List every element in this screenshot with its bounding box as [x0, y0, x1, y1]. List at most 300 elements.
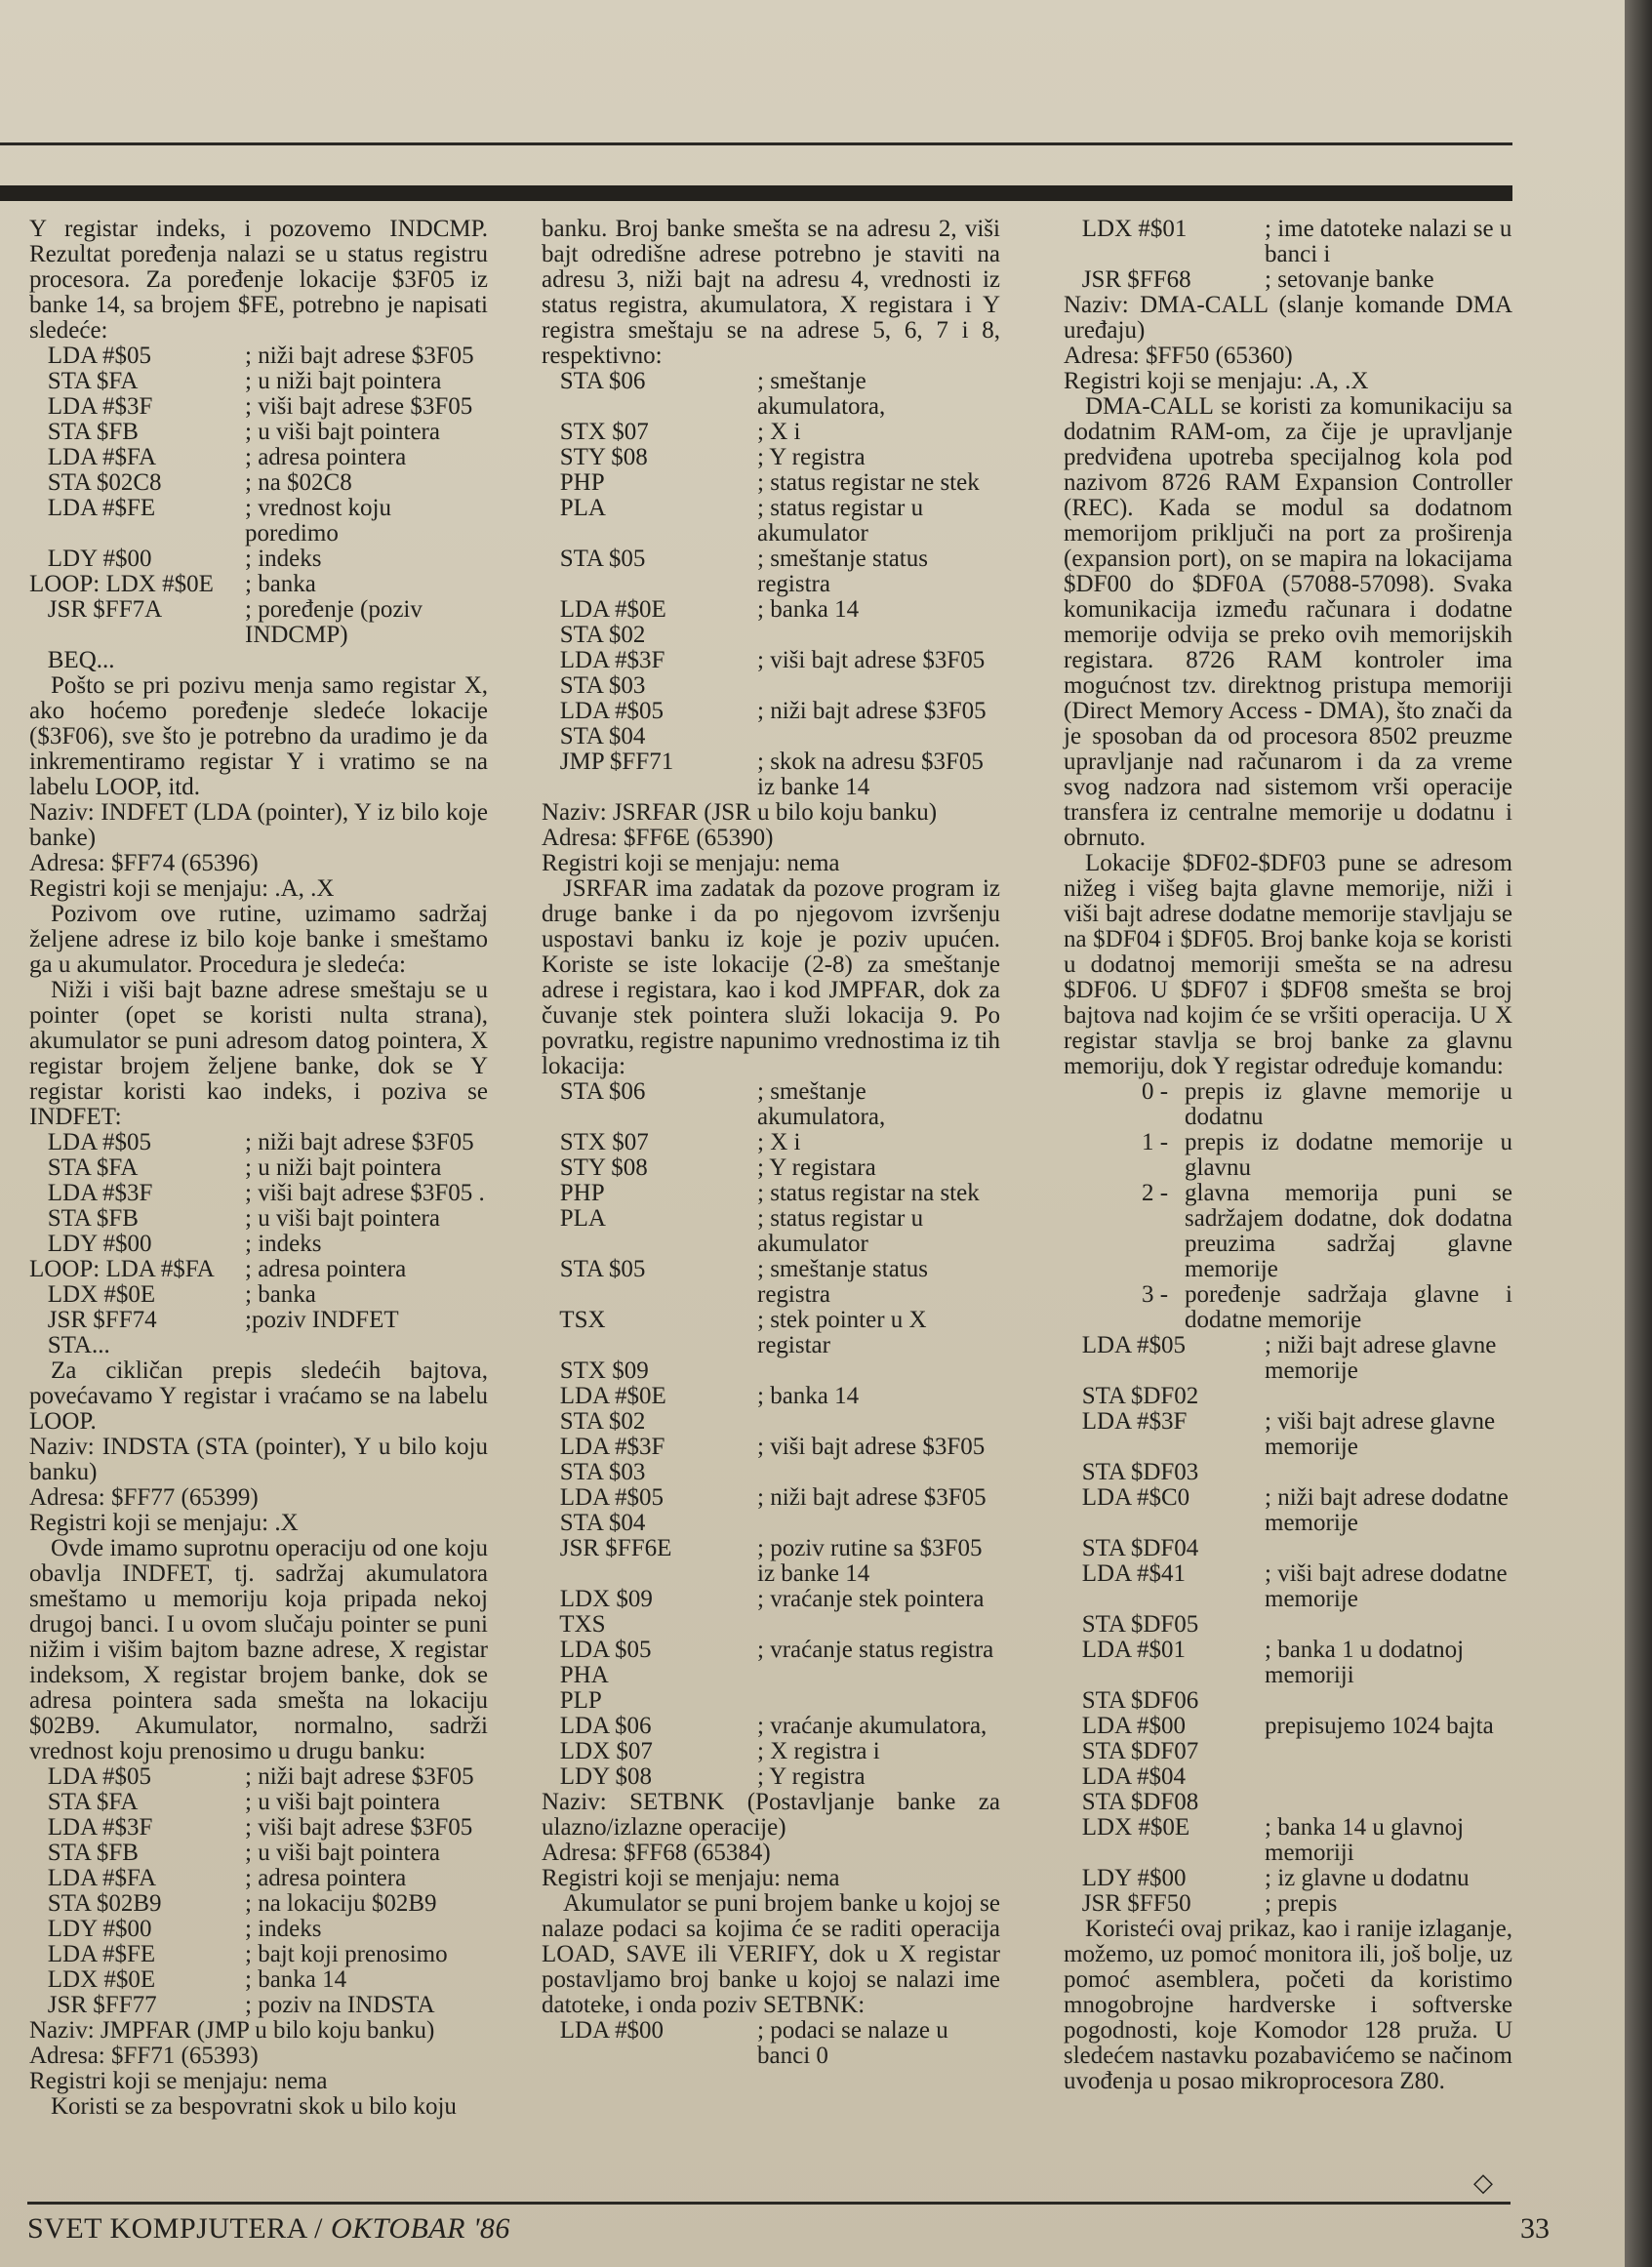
code-line — [1064, 1688, 1512, 1714]
routine-name: Naziv: JMPFAR (JMP u bilo koju banku) — [29, 2017, 435, 2044]
code-line — [542, 1536, 1000, 1587]
command-text: prepis iz dodatne memorije u glavnu — [1185, 1129, 1512, 1181]
code-comment: ; vraćanje stek pointera — [757, 1586, 985, 1612]
code-instruction: PLP — [542, 1687, 602, 1714]
code-instruction: LDA #$3F — [542, 647, 665, 673]
code-comment: ; banka — [245, 1281, 316, 1308]
routine-address: Adresa: $FF77 (65399) — [29, 1484, 259, 1511]
code-comment — [1259, 1460, 1512, 1485]
code-line — [1064, 1460, 1512, 1485]
code-comment: ; setovanje banke — [1265, 266, 1434, 293]
code-instruction: STA $FB — [29, 419, 139, 445]
code-comment: ; poziv rutine sa $3F05 iz banke 14 — [757, 1535, 983, 1587]
code-comment — [751, 1358, 1000, 1384]
code-line — [29, 445, 488, 470]
code-comment: ; status registar u akumulator — [757, 1205, 924, 1257]
code-comment: ; viši bajt adrese $3F05 . — [245, 1180, 485, 1206]
code-comment — [1259, 1612, 1512, 1638]
header-rule-thick — [0, 185, 1512, 201]
code-comment: ; u viši bajt pointera — [245, 419, 440, 445]
code-line — [1064, 1384, 1512, 1409]
code-instruction: STY $08 — [542, 1154, 648, 1181]
page-number: 33 — [1520, 2212, 1550, 2245]
end-mark-icon: ◇ — [1473, 2168, 1493, 2197]
code-line — [29, 1333, 488, 1358]
code-block-7 — [1064, 217, 1512, 293]
code-comment — [751, 623, 1000, 648]
command-item — [1142, 1079, 1512, 1130]
code-instruction: LDX #$0E — [29, 1281, 156, 1308]
code-instruction: STA $FA — [29, 1789, 139, 1815]
code-comment: ; banka 14 u glavnoj memoriji — [1265, 1814, 1465, 1866]
code-line — [1064, 1638, 1512, 1688]
paragraph: Lokacije $DF02-$DF03 pune se adresom nižeg i višeg bajta glavne memorije, niži i viši bajt adrese dodatne memorije stavljaju se na $DF04 i $DF05. Broj banke koja se koristi u dodatnoj memoriji smešta se na adresu $DF06. U $DF07 i $DF08 smešta se broj bajtova nad kojim će se vršiti operacija. U X registar stavlja se broj banke za glavnu memoriju, dok Y registar određuje komandu: — [1064, 850, 1512, 1079]
code-line — [29, 572, 488, 597]
code-instruction: STA $06 — [542, 1078, 646, 1105]
code-line — [29, 1257, 488, 1282]
code-instruction: STX $09 — [542, 1357, 649, 1384]
code-line — [542, 673, 1000, 699]
code-comment — [1259, 1764, 1512, 1790]
code-comment: ; viši bajt adrese $3F05 — [757, 1434, 986, 1460]
code-line — [29, 1993, 488, 2018]
code-line — [1064, 1333, 1512, 1384]
code-instruction: LDA #$05 — [542, 1484, 664, 1511]
routine-registers: Registri koji se menjaju: nema — [29, 2068, 328, 2094]
code-comment: ; poređenje (poziv INDCMP) — [245, 596, 423, 648]
code-comment: ; adresa pointera — [245, 1865, 407, 1891]
code-instruction: PHA — [542, 1662, 609, 1688]
code-instruction: STA $03 — [542, 672, 646, 699]
code-comment — [751, 1688, 1000, 1714]
code-instruction: STA $DF08 — [1064, 1789, 1199, 1815]
code-line — [29, 420, 488, 445]
code-line — [542, 496, 1000, 547]
code-instruction: LDA #$05 — [29, 1763, 151, 1790]
code-instruction: LDA #$3F — [29, 393, 153, 420]
code-comment: ; X registra i — [757, 1738, 880, 1764]
code-comment: ; indeks — [245, 1231, 322, 1257]
code-instruction: STA $DF04 — [1064, 1535, 1199, 1561]
code-instruction: STA $DF07 — [1064, 1738, 1199, 1764]
code-comment: ; Y registra — [757, 444, 866, 470]
code-instruction: STA $DF02 — [1064, 1383, 1199, 1409]
code-block-3 — [29, 1764, 488, 2018]
code-instruction: LDA #$05 — [542, 698, 664, 724]
code-block-2 — [29, 1130, 488, 1358]
code-instruction: STA $02 — [542, 622, 646, 648]
code-line — [542, 369, 1000, 420]
code-comment — [1259, 1536, 1512, 1561]
code-instruction: STA $02 — [542, 1408, 646, 1435]
code-line — [1064, 217, 1512, 267]
code-line — [542, 1181, 1000, 1206]
code-comment: ; viši bajt adrese glavne memorije — [1265, 1408, 1496, 1460]
code-comment: ; banka — [245, 571, 316, 597]
routine-address: Adresa: $FF74 (65396) — [29, 850, 259, 876]
code-line — [1064, 1739, 1512, 1764]
command-item — [1142, 1181, 1512, 1282]
code-comment — [751, 1409, 1000, 1435]
code-comment: ; vraćanje akumulatora, — [757, 1713, 987, 1739]
code-comment: ; banka 14 — [757, 596, 860, 623]
page-footer — [27, 2202, 1550, 2247]
code-line — [1064, 1536, 1512, 1561]
code-instruction: LDX #$0E — [29, 1966, 156, 1993]
code-line — [29, 1942, 488, 1967]
code-instruction: LDA #$01 — [1064, 1637, 1186, 1663]
code-instruction: PHP — [542, 1180, 605, 1206]
code-instruction: LDY #$00 — [29, 546, 152, 572]
code-line — [29, 394, 488, 420]
code-block-6 — [542, 2018, 1000, 2069]
code-instruction: STA $06 — [542, 368, 646, 394]
code-comment: ; u niži bajt pointera — [245, 1154, 442, 1181]
code-instruction: TXS — [542, 1611, 606, 1638]
code-comment: ; viši bajt adrese $3F05 — [245, 1814, 473, 1841]
code-line — [29, 597, 488, 648]
code-instruction: LDA $06 — [542, 1713, 652, 1739]
code-comment: ; prepis — [1265, 1890, 1338, 1917]
command-number: 2 - — [1142, 1180, 1169, 1206]
code-comment: ; status registar ne stek — [757, 469, 980, 496]
code-comment — [239, 1333, 488, 1358]
command-number: 0 - — [1142, 1078, 1169, 1105]
column-1 — [29, 217, 488, 2120]
paragraph: Ovde imamo suprotnu operaciju od one koju obavlja INDFET, tj. sadržaj akumulatora smeštamo u memoriju koja pripada nekoj drugoj banci. I u ovom slučaju pointer se puni nižim i višim bajtom bazne adrese, X registar indeksom, X registar brojem banke, dok se adresa pointera sada smešta na lokaciju $02B9. Akumulator, normalno, sadrži vrednost koju prenosimo u drugu banku: — [29, 1535, 488, 1764]
code-line — [29, 1917, 488, 1942]
paragraph: Koristeći ovaj prikaz, kao i ranije izlaganje, možemo, uz pomoć monitora ili, još bolje, uz pomoć asemblera, početi da koristimo mnogobrojne hardverske i softverske pogodnosti, koje Komodor 128 pruža. U sledećem nastavku pozabavićemo se načinom uvođenja u posao mikroprocesora Z80. — [1064, 1916, 1512, 2094]
command-text: poređenje sadržaja glavne i dodatne memorije — [1185, 1281, 1512, 1333]
routine-name: Naziv: SETBNK (Postavljanje banke za ulazno/izlazne operacije) — [542, 1789, 1000, 1841]
code-instruction: LDA #$0E — [542, 596, 666, 623]
code-comment: ; niži bajt adrese $3F05 — [245, 1763, 474, 1790]
code-instruction: JSR $FF7A — [29, 596, 163, 623]
code-instruction: STA $04 — [542, 723, 646, 749]
code-line — [542, 597, 1000, 623]
paragraph: banku. Broj banke smešta se na adresu 2, viši bajt odredišne adrese potrebno je staviti na adresu 3, niži bajt na adresu 4, vrednosti iz status registra, akumulatora, X registara i Y registra smeštaju se na adrese 5, 6, 7 i 8, respektivno: — [542, 216, 1000, 369]
code-line — [542, 623, 1000, 648]
code-line — [29, 648, 488, 673]
code-instruction: STA $FB — [29, 1205, 139, 1232]
code-comment: ; u viši bajt pointera — [245, 1205, 440, 1232]
code-comment: ; vraćanje status registra — [757, 1637, 994, 1663]
code-comment: ; Y registra — [757, 1763, 866, 1790]
code-instruction: LDA #$00 — [542, 2017, 664, 2044]
code-comment — [751, 1663, 1000, 1688]
code-block-4 — [542, 369, 1000, 800]
code-instruction: LDA #$C0 — [1064, 1484, 1190, 1511]
code-instruction: LDA #$00 — [1064, 1713, 1186, 1739]
code-line — [542, 1638, 1000, 1663]
code-comment: ; status registar u akumulator — [757, 495, 924, 547]
code-comment: ; bajt koji prenosimo — [245, 1941, 448, 1967]
command-number: 1 - — [1142, 1129, 1169, 1155]
code-instruction: JSR $FF50 — [1064, 1890, 1191, 1917]
code-instruction: BEQ... — [29, 647, 115, 673]
code-comment: ; banka 14 — [757, 1383, 860, 1409]
code-instruction: STX $07 — [542, 1129, 649, 1155]
code-instruction: LDA #$FE — [29, 1941, 156, 1967]
code-instruction: STA $05 — [542, 1256, 646, 1282]
code-comment — [751, 1460, 1000, 1485]
code-line — [1064, 1612, 1512, 1638]
issue-date: OKTOBAR '86 — [331, 2212, 510, 2245]
code-line — [542, 2018, 1000, 2069]
command-text: prepis iz glavne memorije u dodatnu — [1185, 1078, 1512, 1130]
paragraph: Za cikličan prepis sledećih bajtova, povećavamo Y registar i vraćamo se na labelu LOOP. — [29, 1357, 488, 1435]
code-line — [29, 1130, 488, 1155]
code-instruction: LDA #$05 — [1064, 1332, 1186, 1358]
code-comment — [1259, 1384, 1512, 1409]
code-comment: ; niži bajt adrese $3F05 — [245, 1129, 474, 1155]
code-line — [542, 1764, 1000, 1790]
code-instruction: LDA #$3F — [542, 1434, 665, 1460]
code-line — [29, 1790, 488, 1815]
column-3 — [1064, 217, 1512, 2094]
code-instruction: LDY #$00 — [29, 1231, 152, 1257]
routine-address: Adresa: $FF50 (65360) — [1064, 343, 1293, 369]
code-comment: ; u viši bajt pointera — [245, 1789, 440, 1815]
code-instruction: LDA #$05 — [29, 1129, 151, 1155]
code-comment: ; niži bajt adrese $3F05 — [757, 1484, 987, 1511]
code-instruction: JSR $FF77 — [29, 1992, 157, 2018]
code-line — [29, 1181, 488, 1206]
routine-name: Naziv: INDSTA (STA (pointer), Y u bilo koju banku) — [29, 1434, 488, 1485]
code-line — [1064, 1891, 1512, 1917]
code-instruction: STX $07 — [542, 419, 649, 445]
code-line — [542, 470, 1000, 496]
code-comment: ; iz glavne u dodatnu — [1265, 1865, 1470, 1891]
code-line — [29, 369, 488, 394]
code-instruction: LDA #$04 — [1064, 1763, 1186, 1790]
code-instruction: PLA — [542, 1205, 606, 1232]
code-comment: ; na lokaciju $02B9 — [245, 1890, 437, 1917]
code-comment — [1259, 1739, 1512, 1764]
routine-name: Naziv: DMA-CALL (slanje komande DMA uređaju) — [1064, 292, 1512, 344]
command-text: glavna memorija puni se sadržajem dodatne, dok dodatna preuzima sadržaj glavne memorije — [1185, 1180, 1512, 1282]
code-line — [1064, 1764, 1512, 1790]
code-comment: ; niži bajt adrese dodatne memorije — [1265, 1484, 1509, 1536]
code-block-5 — [542, 1079, 1000, 1790]
code-comment: ; smeštanje status registra — [757, 1256, 928, 1308]
code-line — [1064, 1561, 1512, 1612]
code-instruction: JSR $FF74 — [29, 1307, 157, 1333]
paragraph: Pozivom ove rutine, uzimamo sadržaj željene adrese iz bilo koje banke i smeštamo ga u akumulator. Procedura je sledeća: — [29, 901, 488, 978]
code-line — [542, 1130, 1000, 1155]
command-item — [1142, 1130, 1512, 1181]
code-comment: ; stek pointer u X registar — [757, 1307, 927, 1358]
routine-address: Adresa: $FF71 (65393) — [29, 2043, 259, 2069]
code-comment: ; smeštanje akumulatora, — [757, 1078, 886, 1130]
code-line — [542, 1485, 1000, 1511]
command-item — [1142, 1282, 1512, 1333]
routine-name: Naziv: INDFET (LDA (pointer), Y iz bilo koje banke) — [29, 799, 488, 851]
code-comment: ; viši bajt adrese $3F05 — [757, 647, 986, 673]
code-comment: ; viši bajt adrese $3F05 — [245, 393, 473, 420]
code-instruction: LDA #$05 — [29, 343, 151, 369]
code-line — [542, 724, 1000, 749]
code-line — [29, 470, 488, 496]
code-line — [29, 1308, 488, 1333]
routine-registers: Registri koji se menjaju: nema — [542, 850, 840, 876]
code-comment: ; smeštanje status registra — [757, 546, 928, 597]
paragraph: Akumulator se puni brojem banke u kojoj se nalaze podaci sa kojima će se raditi operacija LOAD, SAVE ili VERIFY, dok u X registar postavljamo broj banke u kojoj se nalazi ime datoteke, i onda poziv SETBNK: — [542, 1890, 1000, 2018]
code-line — [542, 1409, 1000, 1435]
routine-registers: Registri koji se menjaju: .X — [29, 1510, 299, 1536]
code-instruction: STA $05 — [542, 546, 646, 572]
code-comment: ; banka 14 — [245, 1966, 347, 1993]
code-line — [29, 1232, 488, 1257]
column-2 — [542, 217, 1000, 2069]
code-line — [542, 1663, 1000, 1688]
code-comment: ; niži bajt adrese glavne memorije — [1265, 1332, 1497, 1384]
code-comment: ; u viši bajt pointera — [245, 1840, 440, 1866]
code-comment: ; smeštanje akumulatora, — [757, 368, 886, 420]
code-line — [1064, 267, 1512, 293]
code-line — [29, 1764, 488, 1790]
code-comment: prepisujemo 1024 bajta — [1265, 1713, 1494, 1739]
code-instruction: LDA #$3F — [1064, 1408, 1188, 1435]
code-comment: ;poziv INDFET — [245, 1307, 399, 1333]
code-comment: ; adresa pointera — [245, 1256, 407, 1282]
paragraph: DMA-CALL se koristi za komunikaciju sa dodatnim RAM-om, za čije je upravljanje predviđena upotreba specijalnog kola pod nazivom 8726 RAM Expansion Controller (REC). Kada se modul sa dodatnom memorijom priključi na port za proširenja (expansion port), on se mapira na lokacijama $DF00 do $DF0A (57088-57098). Svaka komunikacija između računara i dodatne memorije odvija se preko ovih memorijskih registara. 8726 RAM kontroler ima mogućnost tzv. direktnog pristupa memoriji (Direct Memory Access - DMA), što znači da je sposoban da od procesora 8502 preuzme upravljanje nad računarom i da za vreme svog nadzora nad sistemom vrši operacije transfera iz centralne memorije u dodatnu i obrnuto. — [1064, 393, 1512, 851]
code-line — [542, 1511, 1000, 1536]
code-line — [29, 1155, 488, 1181]
routine-registers: Registri koji se menjaju: nema — [542, 1865, 840, 1891]
routine-registers: Registri koji se menjaju: .A, .X — [1064, 368, 1369, 394]
code-block-8 — [1064, 1333, 1512, 1917]
paragraph: Y registar indeks, i pozovemo INDCMP. Rezultat poređenja nalazi se u status registru procesora. Za poređenje lokacije $3F05 iz banke 14, sa brojem $FE, potrebno je napisati sledeće: — [29, 216, 488, 344]
code-line — [29, 1282, 488, 1308]
code-instruction: STA $FA — [29, 368, 139, 394]
code-line — [542, 1435, 1000, 1460]
code-instruction: STA $03 — [542, 1459, 646, 1485]
code-comment: ; status registar na stek — [757, 1180, 980, 1206]
code-instruction: LDY $08 — [542, 1763, 652, 1790]
code-instruction: TSX — [542, 1307, 606, 1333]
code-instruction: STA $04 — [542, 1510, 646, 1536]
code-instruction: LDA #$FA — [29, 444, 157, 470]
code-line — [542, 749, 1000, 800]
code-line — [542, 547, 1000, 597]
code-comment: ; na $02C8 — [245, 469, 352, 496]
code-comment — [239, 648, 488, 673]
code-line — [542, 699, 1000, 724]
code-line — [542, 1257, 1000, 1308]
code-comment: ; u niži bajt pointera — [245, 368, 442, 394]
code-comment — [751, 1511, 1000, 1536]
code-comment — [751, 724, 1000, 749]
code-instruction: LDA #$3F — [29, 1814, 153, 1841]
code-instruction: PHP — [542, 469, 605, 496]
code-instruction: LDA #$41 — [1064, 1560, 1186, 1587]
header-rule-thin — [0, 142, 1512, 145]
code-line — [542, 1739, 1000, 1764]
code-instruction: JSR $FF68 — [1064, 266, 1191, 293]
code-instruction: LDY #$00 — [1064, 1865, 1187, 1891]
code-line — [29, 547, 488, 572]
code-comment: ; vrednost koju poredimo — [245, 495, 391, 547]
code-instruction: LOOP: LDX #$0E — [29, 571, 214, 597]
code-instruction: LDY #$00 — [29, 1916, 152, 1942]
code-line — [542, 1384, 1000, 1409]
code-instruction: LDA #$FA — [29, 1865, 157, 1891]
code-line — [29, 496, 488, 547]
code-comment: ; indeks — [245, 1916, 322, 1942]
code-line — [542, 420, 1000, 445]
paragraph: Niži i viši bajt bazne adrese smeštaju se u pointer (opet se koristi nulta strana), akumulator se puni adresom datog pointera, X registar brojem željene banke, dok se Y registar koristi kao indeks, i poziva se INDFET: — [29, 977, 488, 1130]
code-comment: ; Y registara — [757, 1154, 876, 1181]
code-comment — [751, 1612, 1000, 1638]
code-line — [542, 1612, 1000, 1638]
code-line — [29, 1866, 488, 1891]
code-instruction: STA... — [29, 1332, 110, 1358]
code-comment: ; banka 1 u dodatnoj memoriji — [1265, 1637, 1465, 1688]
code-comment: ; adresa pointera — [245, 444, 407, 470]
code-instruction: PLA — [542, 495, 606, 521]
routine-name: Naziv: JSRFAR (JSR u bilo koju banku) — [542, 799, 938, 826]
routine-address: Adresa: $FF68 (65384) — [542, 1840, 771, 1866]
code-comment: ; ime datoteke nalazi se u banci i — [1265, 216, 1512, 267]
code-comment: ; X i — [757, 1129, 801, 1155]
code-instruction: STA $DF05 — [1064, 1611, 1199, 1638]
code-comment: ; X i — [757, 419, 801, 445]
code-comment: ; niži bajt adrese $3F05 — [757, 698, 987, 724]
code-comment — [1259, 1688, 1512, 1714]
code-instruction: LDX #$01 — [1064, 216, 1188, 242]
code-line — [29, 1206, 488, 1232]
code-instruction: STA $FA — [29, 1154, 139, 1181]
paragraph: Koristi se za bespovratni skok u bilo koju — [51, 2093, 457, 2120]
code-line — [542, 1206, 1000, 1257]
routine-registers: Registri koji se menjaju: .A, .X — [29, 875, 335, 902]
code-line — [1064, 1790, 1512, 1815]
footer-masthead — [27, 2212, 510, 2246]
command-list — [1064, 1079, 1512, 1333]
paragraph: Pošto se pri pozivu menja samo registar X, ako hoćemo poređenje sledeće lokacije ($3F06), sve što je potrebno da uradimo je da inkrementiramo registar Y i vratimo se na labelu LOOP, itd. — [29, 672, 488, 800]
code-instruction: LDA #$3F — [29, 1180, 153, 1206]
code-instruction: STA $DF06 — [1064, 1687, 1199, 1714]
code-instruction: STY $08 — [542, 444, 648, 470]
code-comment: ; skok na adresu $3F05 iz banke 14 — [757, 749, 984, 800]
code-instruction: STA $02B9 — [29, 1890, 162, 1917]
code-instruction: LDX $09 — [542, 1586, 653, 1612]
code-line — [542, 1688, 1000, 1714]
code-line — [542, 1358, 1000, 1384]
code-instruction: LOOP: LDA #$FA — [29, 1256, 215, 1282]
code-instruction: LDX #$0E — [1064, 1814, 1190, 1841]
code-line — [542, 1155, 1000, 1181]
code-instruction: LDA #$0E — [542, 1383, 666, 1409]
code-line — [542, 648, 1000, 673]
routine-address: Adresa: $FF6E (65390) — [542, 825, 774, 851]
page-edge — [1625, 0, 1652, 2267]
code-instruction: LDA #$FE — [29, 495, 156, 521]
code-block-1 — [29, 344, 488, 673]
code-line — [542, 1079, 1000, 1130]
code-line — [29, 1815, 488, 1841]
command-number: 3 - — [1142, 1281, 1169, 1308]
code-line — [29, 1841, 488, 1866]
code-instruction: STA $DF03 — [1064, 1459, 1199, 1485]
code-line — [542, 1460, 1000, 1485]
code-line — [1064, 1485, 1512, 1536]
code-comment — [1259, 1790, 1512, 1815]
code-line — [29, 1967, 488, 1993]
code-line — [542, 1714, 1000, 1739]
code-instruction: JMP $FF71 — [542, 749, 674, 775]
